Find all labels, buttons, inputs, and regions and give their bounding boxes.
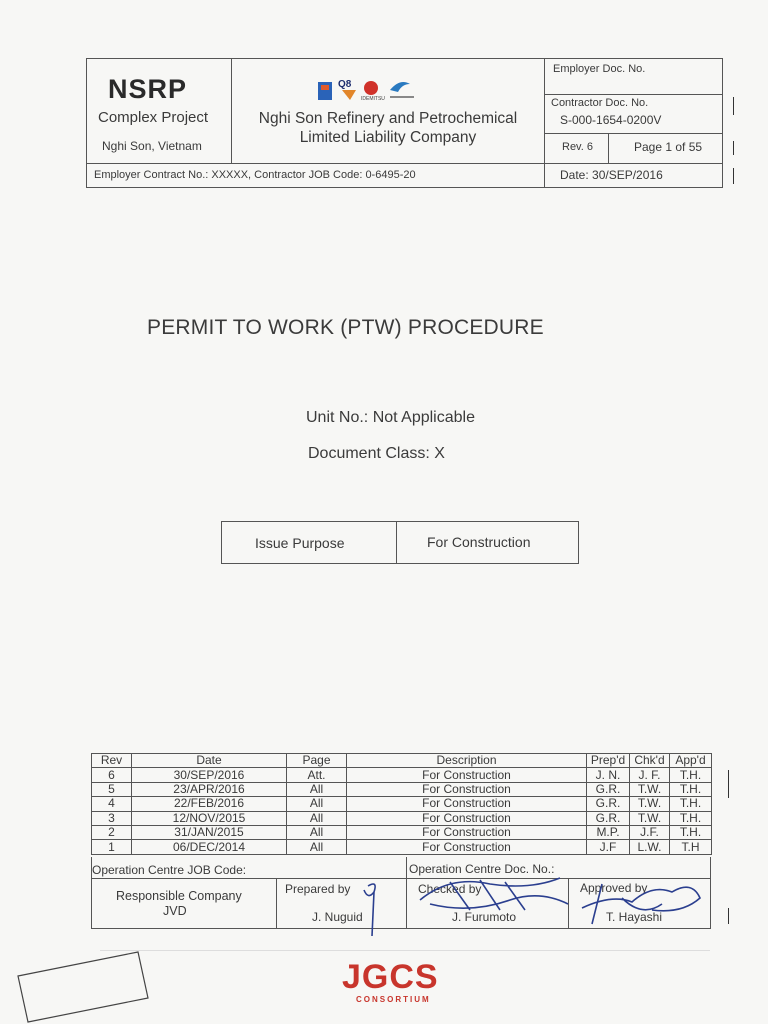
cell-rev: 6	[92, 768, 132, 782]
cell-appd: T.H.	[670, 797, 712, 811]
cell-appd: T.H	[670, 840, 712, 854]
table-row	[92, 825, 712, 839]
cell-rev: 5	[92, 782, 132, 796]
cell-description: For Construction	[347, 797, 587, 811]
cell-date: 12/NOV/2015	[132, 811, 287, 825]
approved-by-name: T. Hayashi	[606, 910, 663, 924]
cell-description: For Construction	[347, 811, 587, 825]
page-number: Page 1 of 55	[634, 140, 703, 154]
location-label: Nghi Son, Vietnam	[102, 139, 202, 153]
document-date: Date: 30/SEP/2016	[560, 168, 663, 182]
partner-logos	[316, 76, 448, 102]
approved-by-label: Approved by	[580, 881, 648, 895]
prepared-by-signature-icon	[350, 876, 390, 940]
col-header-description: Description	[347, 754, 587, 768]
header-border-right	[722, 58, 723, 188]
cell-chkd: T.W.	[630, 782, 670, 796]
employer-contract-line: Employer Contract No.: XXXXX, Contractor JOB Code: 0-6495-20	[94, 169, 416, 181]
issue-box-bottom	[221, 563, 579, 564]
cell-page: All	[287, 825, 347, 839]
footer-separator	[100, 950, 710, 951]
cell-prepd: G.R.	[587, 811, 630, 825]
cell-rev: 4	[92, 797, 132, 811]
issue-box-right	[578, 521, 579, 564]
company-name-line-1: Nghi Son Refinery and Petrochemical	[258, 110, 518, 127]
operation-centre-doc-no: Operation Centre Doc. No.:	[409, 862, 555, 876]
cell-description: For Construction	[347, 825, 587, 839]
cell-rev: 3	[92, 811, 132, 825]
signoff-divider-1	[276, 878, 277, 929]
cell-date: 31/JAN/2015	[132, 825, 287, 839]
cell-date: 23/APR/2016	[132, 782, 287, 796]
responsible-company-label: Responsible Company	[116, 889, 242, 903]
revision-number: Rev. 6	[562, 141, 593, 153]
header-right-row-2	[544, 133, 722, 134]
revision-marker-bar	[728, 908, 729, 924]
checked-by-signature-icon	[410, 870, 580, 922]
cell-chkd: J.F.	[630, 825, 670, 839]
cell-rev: 2	[92, 825, 132, 839]
signoff-line-right	[710, 857, 711, 929]
header-border-mid	[86, 163, 723, 164]
cell-appd: T.H.	[670, 811, 712, 825]
approved-by-signature-icon	[572, 874, 708, 928]
signoff-line-bottom	[91, 928, 711, 929]
cell-prepd: M.P.	[587, 825, 630, 839]
cell-description: For Construction	[347, 840, 587, 854]
stamp-outline-icon	[6, 946, 156, 1024]
col-header-date: Date	[132, 754, 287, 768]
partner-logos-icon	[316, 76, 448, 102]
cell-rev: 1	[92, 840, 132, 854]
signoff-divider-mid	[406, 857, 407, 929]
col-header-chkd: Chk'd	[630, 754, 670, 768]
table-row	[92, 782, 712, 796]
operation-centre-job-code: Operation Centre JOB Code:	[92, 863, 247, 877]
table-header-row	[92, 754, 712, 768]
header-border-left	[86, 58, 87, 188]
cell-date: 06/DEC/2014	[132, 840, 287, 854]
employer-doc-label: Employer Doc. No.	[553, 63, 646, 75]
contractor-doc-number: S-000-1654-0200V	[560, 113, 662, 127]
jgcs-logo-text: JGCS	[342, 958, 439, 996]
unit-number: Unit No.: Not Applicable	[306, 409, 475, 426]
cell-date: 30/SEP/2016	[132, 768, 287, 782]
col-header-page: Page	[287, 754, 347, 768]
cell-prepd: J. N.	[587, 768, 630, 782]
cell-page: All	[287, 782, 347, 796]
cell-appd: T.H.	[670, 768, 712, 782]
cell-page: All	[287, 797, 347, 811]
brand-logo-text: NSRP	[108, 74, 188, 104]
col-header-rev: Rev	[92, 754, 132, 768]
revision-marker-bar	[733, 168, 734, 184]
q8-logo-text: Q8	[338, 79, 352, 90]
table-row	[92, 797, 712, 811]
cell-prepd: J.F	[587, 840, 630, 854]
issue-purpose-value: For Construction	[427, 534, 531, 550]
header-right-row-1	[544, 94, 722, 95]
cell-appd: T.H.	[670, 782, 712, 796]
revision-marker-bar	[728, 770, 729, 798]
cell-chkd: T.W.	[630, 797, 670, 811]
revision-history-table	[91, 753, 712, 855]
responsible-company-value: JVD	[163, 904, 187, 918]
project-label: Complex Project	[98, 109, 209, 126]
cell-chkd: T.W.	[630, 811, 670, 825]
cell-chkd: L.W.	[630, 840, 670, 854]
issue-box-divider	[396, 521, 397, 564]
cell-description: For Construction	[347, 782, 587, 796]
header-border-top	[86, 58, 723, 59]
prepared-by-name: J. Nuguid	[312, 910, 363, 924]
cell-description: For Construction	[347, 768, 587, 782]
cell-page: All	[287, 840, 347, 854]
issue-purpose-label: Issue Purpose	[255, 535, 345, 551]
cell-prepd: G.R.	[587, 797, 630, 811]
col-header-prepd: Prep'd	[587, 754, 630, 768]
document-title: PERMIT TO WORK (PTW) PROCEDURE	[147, 316, 544, 339]
contractor-doc-label: Contractor Doc. No.	[551, 97, 649, 109]
document-class: Document Class: X	[308, 445, 445, 462]
header-rev-divider	[608, 133, 609, 163]
col-header-appd: App'd	[670, 754, 712, 768]
header-border-bottom	[86, 187, 723, 188]
checked-by-name: J. Furumoto	[452, 910, 517, 924]
cell-appd: T.H.	[670, 825, 712, 839]
prepared-by-label: Prepared by	[285, 882, 351, 896]
company-name-line-2: Limited Liability Company	[299, 129, 477, 146]
table-row	[92, 840, 712, 854]
idemitsu-logo-text: IDEMITSU	[361, 96, 385, 102]
issue-box-top	[221, 521, 579, 522]
checked-by-label: Checked by	[418, 882, 482, 896]
issue-box-left	[221, 521, 222, 564]
table-row	[92, 811, 712, 825]
cell-page: Att.	[287, 768, 347, 782]
cell-prepd: G.R.	[587, 782, 630, 796]
cell-chkd: J. F.	[630, 768, 670, 782]
cell-date: 22/FEB/2016	[132, 797, 287, 811]
cell-page: All	[287, 811, 347, 825]
table-row	[92, 768, 712, 782]
revision-marker-bar	[733, 141, 734, 155]
revision-marker-bar	[733, 97, 734, 115]
jgcs-logo-subtext: CONSORTIUM	[356, 995, 431, 1004]
